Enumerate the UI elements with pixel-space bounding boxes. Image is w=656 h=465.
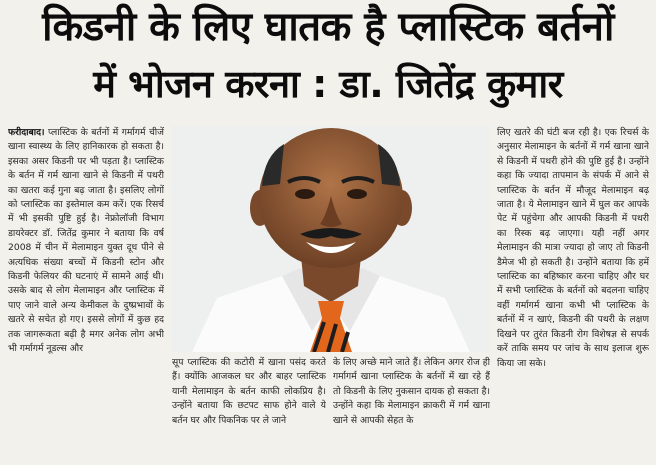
column-1-text: प्लास्टिक के बर्तनों में गर्मागर्म चीजें खाना स्वास्थ्य के लिए हानिकारक हो सकता है। इसका असर किडनी पर भी पड़ता है। प्लास्टिक के बर्तन में गर्म खाना खाने से किडनी में पथरी का खतरा कई गुना बढ़ जाता है। इसलिए लोगों को प्लास्टिक का इस्तेमाल कम करें। एक रिसर्च में भी इसकी पुष्टि हुई है। नेफ्रोलॉजी विभाग डायरेक्टर डॉ. जितेंद्र कुमार ने बताया कि वर्ष 2008 में चीन में मेलामाइन युक्त दूध पीने से अत्यधिक संख्या बच्चों में किडनी स्टोन और किडनी फेलियर की घटनाएं में सामने आई थी। उसके बाद से लोग मेलामाइन और प्लास्टिक में पाए जाने वाले अन्य केमीकल के दुष्प्रभावों के खतरे से सचेत हो गए। इससे लोगों में कुछ हद तक जागरूकता बढ़ी है मगर अनेक लोग अभी भी गर्मागर्म नूडल्स और [8,127,164,355]
article-column-1 [8,126,164,462]
article-column-3: के लिए अच्छे माने जाते हैं। लेकिन अगर रोज ही गर्मागर्म खाना प्लास्टिक के बर्तनों में खा रहे हैं तो किडनी के लिए नुकसान दायक हो सकता है। उन्होंने कहा कि मेलामाइन क्राकरी में गर्म खाना खाने से आपकी सेहत के [333,357,490,426]
headline-line-2: में भोजन करना : डा. जितेंद्र कुमार [93,62,563,106]
headline-line-1: किडनी के लिए घातक है प्लास्टिक बर्तनों [42,4,614,50]
article-column-4: लिए खतरे की घंटी बज रही है। एक रिचर्स के अनुसार मेलामाइन के बर्तनों में गर्म खाना खाने से किडनी में पथरी होने की पुष्टि हुई है। उन्होंने कहा कि ज्यादा तापमान के संपर्क में आने से प्लास्टिक के बर्तन में मौजूद मेलामाइन बढ़ जाता है। ये मेलामाइन खाने में घुल कर आपके पेट में पहुंचेगा और आपकी किडनी में पथरी का रिस्क बढ़ जाएगा। यही नहीं अगर मेलामाइन की मात्रा ज्यादा हो जाए तो किडनी डैमेज भी हो सकती है। उन्होंने बताया कि हमें प्लास्टिक का बहिष्कार करना चाहिए और घर में सभी प्लास्टिक के बर्तनों को बदलना चाहिए वहीं गर्मागर्म खाना कभी भी प्लास्टिक के बर्तनों में न खाएं, किडनी की पथरी के लक्षण दिखने पर तुरंत किडनी रोग विशेषज्ञ से सपर्क करें ताकि समय पर जांच के साथ इलाज शुरू किया जा सके। [497,127,649,369]
doctor-photo [172,126,490,352]
dateline: फरीदाबाद। [8,127,45,138]
article-column-2: सूप प्लास्टिक की कटोरी में खाना पसंद करते हैं। क्योंकि आजकल घर और बाहर प्लास्टिक यानी मेलामाइन के बर्तन काफी लोकप्रिय है। उन्होंने बताया कि छटपट साफ होने वाले ये बर्तन घर और पिकनिक पर ले जाने [172,357,326,426]
